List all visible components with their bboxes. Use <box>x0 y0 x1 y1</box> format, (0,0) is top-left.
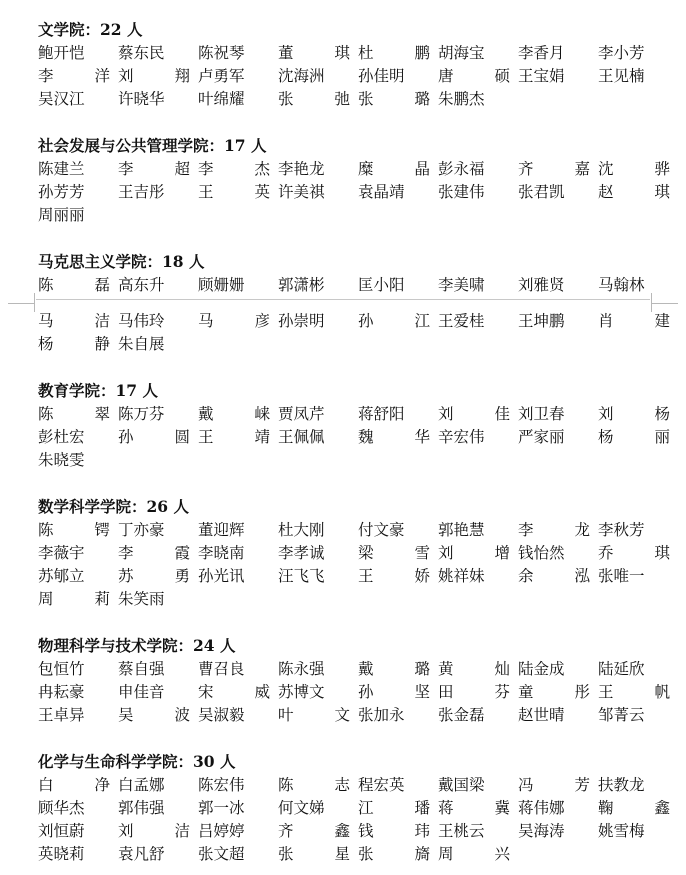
person-name: 苏 勇 <box>118 567 190 585</box>
person-name: 孙 圆 <box>118 428 190 446</box>
college-section <box>38 250 670 356</box>
person-name: 刘卫春 <box>518 405 565 423</box>
person-name: 王坤鹏 <box>518 312 565 330</box>
person-name: 许晓华 <box>118 90 165 108</box>
person-name: 孙 坚 <box>358 683 430 701</box>
person-name: 冯 芳 <box>518 776 590 794</box>
person-name: 孙芳芳 <box>38 183 85 201</box>
person-name: 李秋芳 <box>598 521 645 539</box>
person-name: 李美啸 <box>438 276 485 294</box>
person-name: 杜 鹏 <box>358 44 430 62</box>
person-name: 戴国梁 <box>438 776 485 794</box>
college-title: 教育学院：17 人 <box>38 381 158 400</box>
page-break-spacer <box>438 297 518 310</box>
person-name: 蒋伟娜 <box>518 799 565 817</box>
person-name: 陈 志 <box>278 776 350 794</box>
person-name: 张 星 <box>278 845 350 863</box>
person-name: 吕婷婷 <box>198 822 245 840</box>
person-name: 蒋 冀 <box>438 799 510 817</box>
person-name: 余 泓 <box>518 567 590 585</box>
person-name: 叶 文 <box>278 706 350 724</box>
person-name: 郭艳慧 <box>438 521 485 539</box>
person-name: 宋 威 <box>198 683 270 701</box>
person-name: 朱鹏杰 <box>438 90 485 108</box>
page-break-spacer <box>198 297 278 310</box>
person-name: 张建伟 <box>438 183 485 201</box>
college-title: 社会发展与公共管理学院：17 人 <box>38 136 267 155</box>
person-name: 糜 晶 <box>358 160 430 178</box>
person-name: 张唯一 <box>598 567 645 585</box>
person-name: 陆金成 <box>518 660 565 678</box>
person-name: 黄 灿 <box>438 660 510 678</box>
person-name: 辛宏伟 <box>438 428 485 446</box>
name-list <box>38 658 670 727</box>
person-name: 董迎辉 <box>198 521 245 539</box>
college-title: 马克思主义学院：18 人 <box>38 252 205 271</box>
page-break-spacer <box>518 297 598 310</box>
person-name: 邹菁云 <box>598 706 645 724</box>
person-name: 张 旖 <box>358 845 430 863</box>
person-name: 梁 雪 <box>358 544 430 562</box>
person-name: 申佳音 <box>118 683 165 701</box>
person-name: 王佩佩 <box>278 428 325 446</box>
page-break-spacer <box>358 297 438 310</box>
person-name: 郭一冰 <box>198 799 245 817</box>
person-name: 朱晓雯 <box>38 451 85 469</box>
person-name: 张文超 <box>198 845 245 863</box>
person-name: 扶教龙 <box>598 776 645 794</box>
person-name: 匡小阳 <box>358 276 405 294</box>
person-name: 王宝娟 <box>518 67 565 85</box>
person-name: 何文娣 <box>278 799 325 817</box>
person-name: 周 莉 <box>38 590 110 608</box>
person-name: 陈宏伟 <box>198 776 245 794</box>
person-name: 乔 琪 <box>598 544 670 562</box>
person-name: 周 兴 <box>438 845 510 863</box>
person-name: 卢勇军 <box>198 67 245 85</box>
person-name: 姚祥妹 <box>438 567 485 585</box>
college-title: 文学院：22 人 <box>38 20 143 39</box>
section-gap <box>38 356 650 379</box>
document-body <box>38 18 670 866</box>
person-name: 齐 鑫 <box>278 822 350 840</box>
college-section <box>38 134 670 227</box>
person-name: 高东升 <box>118 276 165 294</box>
person-name: 郭伟强 <box>118 799 165 817</box>
person-name: 杜大刚 <box>278 521 325 539</box>
person-name: 吴 波 <box>118 706 190 724</box>
person-name: 朱笑雨 <box>118 590 165 608</box>
person-name: 王爱桂 <box>438 312 485 330</box>
college-title: 数学科学学院：26 人 <box>38 497 189 516</box>
page-corner-mark <box>8 303 35 312</box>
person-name: 袁晶靖 <box>358 183 405 201</box>
person-name: 刘 增 <box>438 544 510 562</box>
person-name: 孙 江 <box>358 312 430 330</box>
person-name: 马伟玲 <box>118 312 165 330</box>
section-gap <box>38 611 650 634</box>
name-list <box>38 403 670 472</box>
person-name: 陈永强 <box>278 660 325 678</box>
person-name: 朱自展 <box>118 335 165 353</box>
person-name: 李小芳 <box>598 44 645 62</box>
person-name: 杨 静 <box>38 335 110 353</box>
person-name: 顾华杰 <box>38 799 85 817</box>
person-name: 张君凯 <box>518 183 565 201</box>
person-name: 李薇宇 <box>38 544 85 562</box>
person-name: 李晓南 <box>198 544 245 562</box>
person-name: 陈 锷 <box>38 521 110 539</box>
section-gap <box>38 472 650 495</box>
person-name: 刘 翔 <box>118 67 190 85</box>
college-section <box>38 18 650 111</box>
person-name: 王 靖 <box>198 428 270 446</box>
person-name: 王见楠 <box>598 67 645 85</box>
name-list <box>38 519 670 611</box>
person-name: 许美祺 <box>278 183 325 201</box>
person-name: 蔡自强 <box>118 660 165 678</box>
person-name: 陈 磊 <box>38 276 110 294</box>
college-section <box>38 495 670 611</box>
person-name: 李香月 <box>518 44 565 62</box>
person-name: 姚雪梅 <box>598 822 645 840</box>
person-name: 陈万芬 <box>118 405 165 423</box>
person-name: 鞠 鑫 <box>598 799 670 817</box>
college-title: 物理科学与技术学院：24 人 <box>38 636 236 655</box>
person-name: 戴 崃 <box>198 405 270 423</box>
college-section <box>38 379 670 472</box>
person-name: 白 净 <box>38 776 110 794</box>
person-name: 肖 建 <box>598 312 670 330</box>
person-name: 周丽丽 <box>38 206 85 224</box>
person-name: 蒋舒阳 <box>358 405 405 423</box>
person-name: 刘 杨 <box>598 405 670 423</box>
person-name: 董 琪 <box>278 44 350 62</box>
person-name: 鲍开恺 <box>38 44 85 62</box>
person-name: 马 彦 <box>198 312 270 330</box>
person-name: 李 杰 <box>198 160 270 178</box>
page-break-spacer <box>278 297 358 310</box>
person-name: 张 弛 <box>278 90 350 108</box>
person-name: 刘 洁 <box>118 822 190 840</box>
person-name: 李 龙 <box>518 521 590 539</box>
person-name: 赵世晴 <box>518 706 565 724</box>
person-name: 吴淑毅 <box>198 706 245 724</box>
person-name: 张金磊 <box>438 706 485 724</box>
person-name: 王卓异 <box>38 706 85 724</box>
person-name: 蔡东民 <box>118 44 165 62</box>
person-name: 刘 佳 <box>438 405 510 423</box>
person-name: 王吉彤 <box>118 183 165 201</box>
person-name: 李孝诚 <box>278 544 325 562</box>
section-gap <box>38 111 650 134</box>
name-list <box>38 274 670 356</box>
person-name: 田 芬 <box>438 683 510 701</box>
person-name: 赵 琪 <box>598 183 670 201</box>
name-list <box>38 42 650 111</box>
person-name: 孙佳明 <box>358 67 405 85</box>
section-gap <box>38 727 650 750</box>
person-name: 杨 丽 <box>598 428 670 446</box>
person-name: 魏 华 <box>358 428 430 446</box>
person-name: 贾凤芹 <box>278 405 325 423</box>
page-break-spacer <box>598 297 678 310</box>
person-name: 王 帆 <box>598 683 670 701</box>
person-name: 王 娇 <box>358 567 430 585</box>
person-name: 苏郇立 <box>38 567 85 585</box>
person-name: 付文豪 <box>358 521 405 539</box>
person-name: 李艳龙 <box>278 160 325 178</box>
person-name: 孙崇明 <box>278 312 325 330</box>
person-name: 李 霞 <box>118 544 190 562</box>
person-name: 王 英 <box>198 183 270 201</box>
person-name: 江 璠 <box>358 799 430 817</box>
person-name: 曹召良 <box>198 660 245 678</box>
person-name: 陈祝琴 <box>198 44 245 62</box>
person-name: 张加永 <box>358 706 405 724</box>
person-name: 陈建兰 <box>38 160 85 178</box>
person-name: 顾姗姗 <box>198 276 245 294</box>
person-name: 马翰林 <box>598 276 645 294</box>
person-name: 陈 翠 <box>38 405 110 423</box>
person-name: 丁亦豪 <box>118 521 165 539</box>
person-name: 胡海宝 <box>438 44 485 62</box>
page-break-spacer <box>38 297 118 310</box>
name-list <box>38 158 670 227</box>
person-name: 吴汉江 <box>38 90 85 108</box>
person-name: 汪飞飞 <box>278 567 325 585</box>
person-name: 冉耘豪 <box>38 683 85 701</box>
person-name: 唐 硕 <box>438 67 510 85</box>
person-name: 彭杜宏 <box>38 428 85 446</box>
person-name: 王桃云 <box>438 822 485 840</box>
person-name: 白孟娜 <box>118 776 165 794</box>
person-name: 齐 嘉 <box>518 160 590 178</box>
person-name: 李 洋 <box>38 67 110 85</box>
person-name: 郭潇彬 <box>278 276 325 294</box>
person-name: 马 洁 <box>38 312 110 330</box>
person-name: 程宏英 <box>358 776 405 794</box>
person-name: 叶绵耀 <box>198 90 245 108</box>
person-name: 吴海涛 <box>518 822 565 840</box>
person-name: 孙光讯 <box>198 567 245 585</box>
person-name: 陆延欣 <box>598 660 645 678</box>
person-name: 严家丽 <box>518 428 565 446</box>
person-name: 李 超 <box>118 160 190 178</box>
person-name: 袁凡舒 <box>118 845 165 863</box>
person-name: 戴 璐 <box>358 660 430 678</box>
person-name: 苏博文 <box>278 683 325 701</box>
college-section <box>38 634 670 727</box>
person-name: 钱怡然 <box>518 544 565 562</box>
college-section <box>38 750 670 866</box>
person-name: 张 璐 <box>358 90 430 108</box>
person-name: 刘恒蔚 <box>38 822 85 840</box>
name-list <box>38 774 670 866</box>
page-break-spacer <box>118 297 198 310</box>
person-name: 包恒竹 <box>38 660 85 678</box>
person-name: 沈海洲 <box>278 67 325 85</box>
college-title: 化学与生命科学学院：30 人 <box>38 752 236 771</box>
person-name: 沈 骅 <box>598 160 670 178</box>
person-name: 钱 玮 <box>358 822 430 840</box>
person-name: 刘雅贤 <box>518 276 565 294</box>
person-name: 彭永福 <box>438 160 485 178</box>
person-name: 童 彤 <box>518 683 590 701</box>
person-name: 英晓莉 <box>38 845 85 863</box>
section-gap <box>38 227 650 250</box>
